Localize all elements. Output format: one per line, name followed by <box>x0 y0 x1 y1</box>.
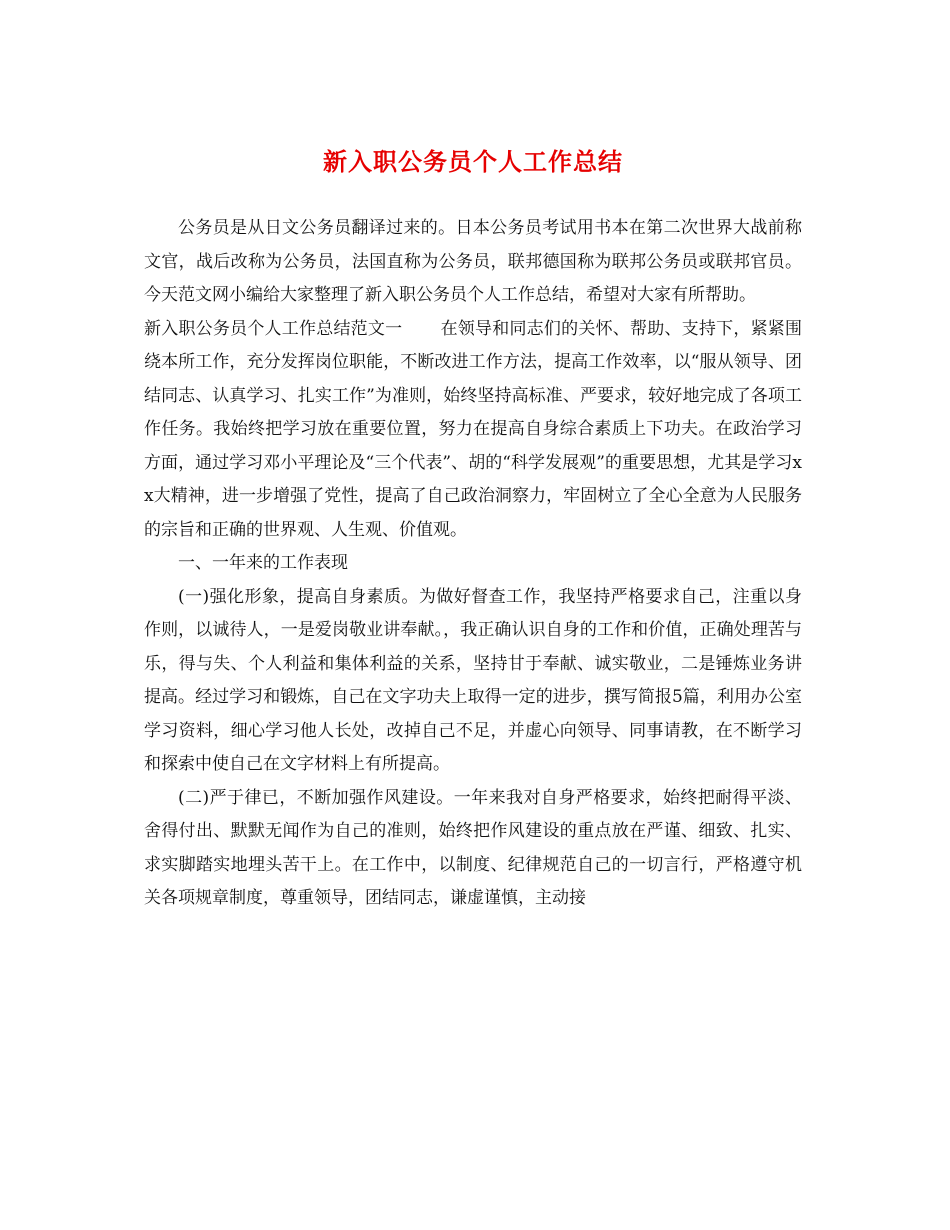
document-title: 新入职公务员个人工作总结 <box>323 147 623 176</box>
intro-paragraph: 公务员是从日文公务员翻译过来的。日本公务员考试用书本在第二次世界大战前称文官，战后改称为公务员，法国直称为公务员，联邦德国称为联邦公务员或联邦官员。今天范文网小编给大家整理了新入职公务员个人工作总结，希望对大家有所帮助。 <box>144 218 802 305</box>
sample-body: 在领导和同志们的关怀、帮助、支持下，紧紧围绕本所工作，充分发挥岗位职能，不断改进工作方法，提高工作效率，以“服从领导、团结同志、认真学习、扎实工作”为准则，始终坚持高标准、严要求，较好地完成了各项工作任务。我始终把学习放在重要位置，努力在提高自身综合素质上下功夫。在政治学习方面，通过学习邓小平理论及“三个代表”、胡的“科学发展观”的重要思想，尤其是学习xx大精神，进一步增强了党性，提高了自己政治洞察力，牢固树立了全心全意为人民服务的宗旨和正确的世界观、人生观、价值观。 <box>144 318 803 540</box>
paragraph-1: (一)强化形象，提高自身素质。为做好督查工作，我坚持严格要求自己，注重以身作则，以诚待人，一是爱岗敬业讲奉献。，我正确认识自身的工作和价值，正确处理苦与乐，得与失、个人利益和集体利益的关系，坚持甘于奉献、诚实敬业，二是锤炼业务讲提高。经过学习和锻炼，自己在文字功夫上取得一定的进步，撰写简报5篇，利用办公室学习资料，细心学习他人长处，改掉自己不足，并虚心向领导、同事请教，在不断学习和探索中使自己在文字材料上有所提高。 <box>144 586 802 774</box>
paragraph-2: (二)严于律已，不断加强作风建设。一年来我对自身严格要求，始终把耐得平淡、舍得付出、默默无闻作为自己的准则，始终把作风建设的重点放在严谨、细致、扎实、求实脚踏实地埋头苦干上。在工作中，以制度、纪律规范自己的一切言行，严格遵守机关各项规章制度，尊重领导，团结同志，谦虚谨慎，主动接 <box>144 787 802 908</box>
sample-heading: 新入职公务员个人工作总结范文一 <box>144 318 403 339</box>
sample-paragraph <box>144 313 802 548</box>
document-body <box>144 212 802 916</box>
section-heading: 一、一年来的工作表现 <box>178 553 348 573</box>
